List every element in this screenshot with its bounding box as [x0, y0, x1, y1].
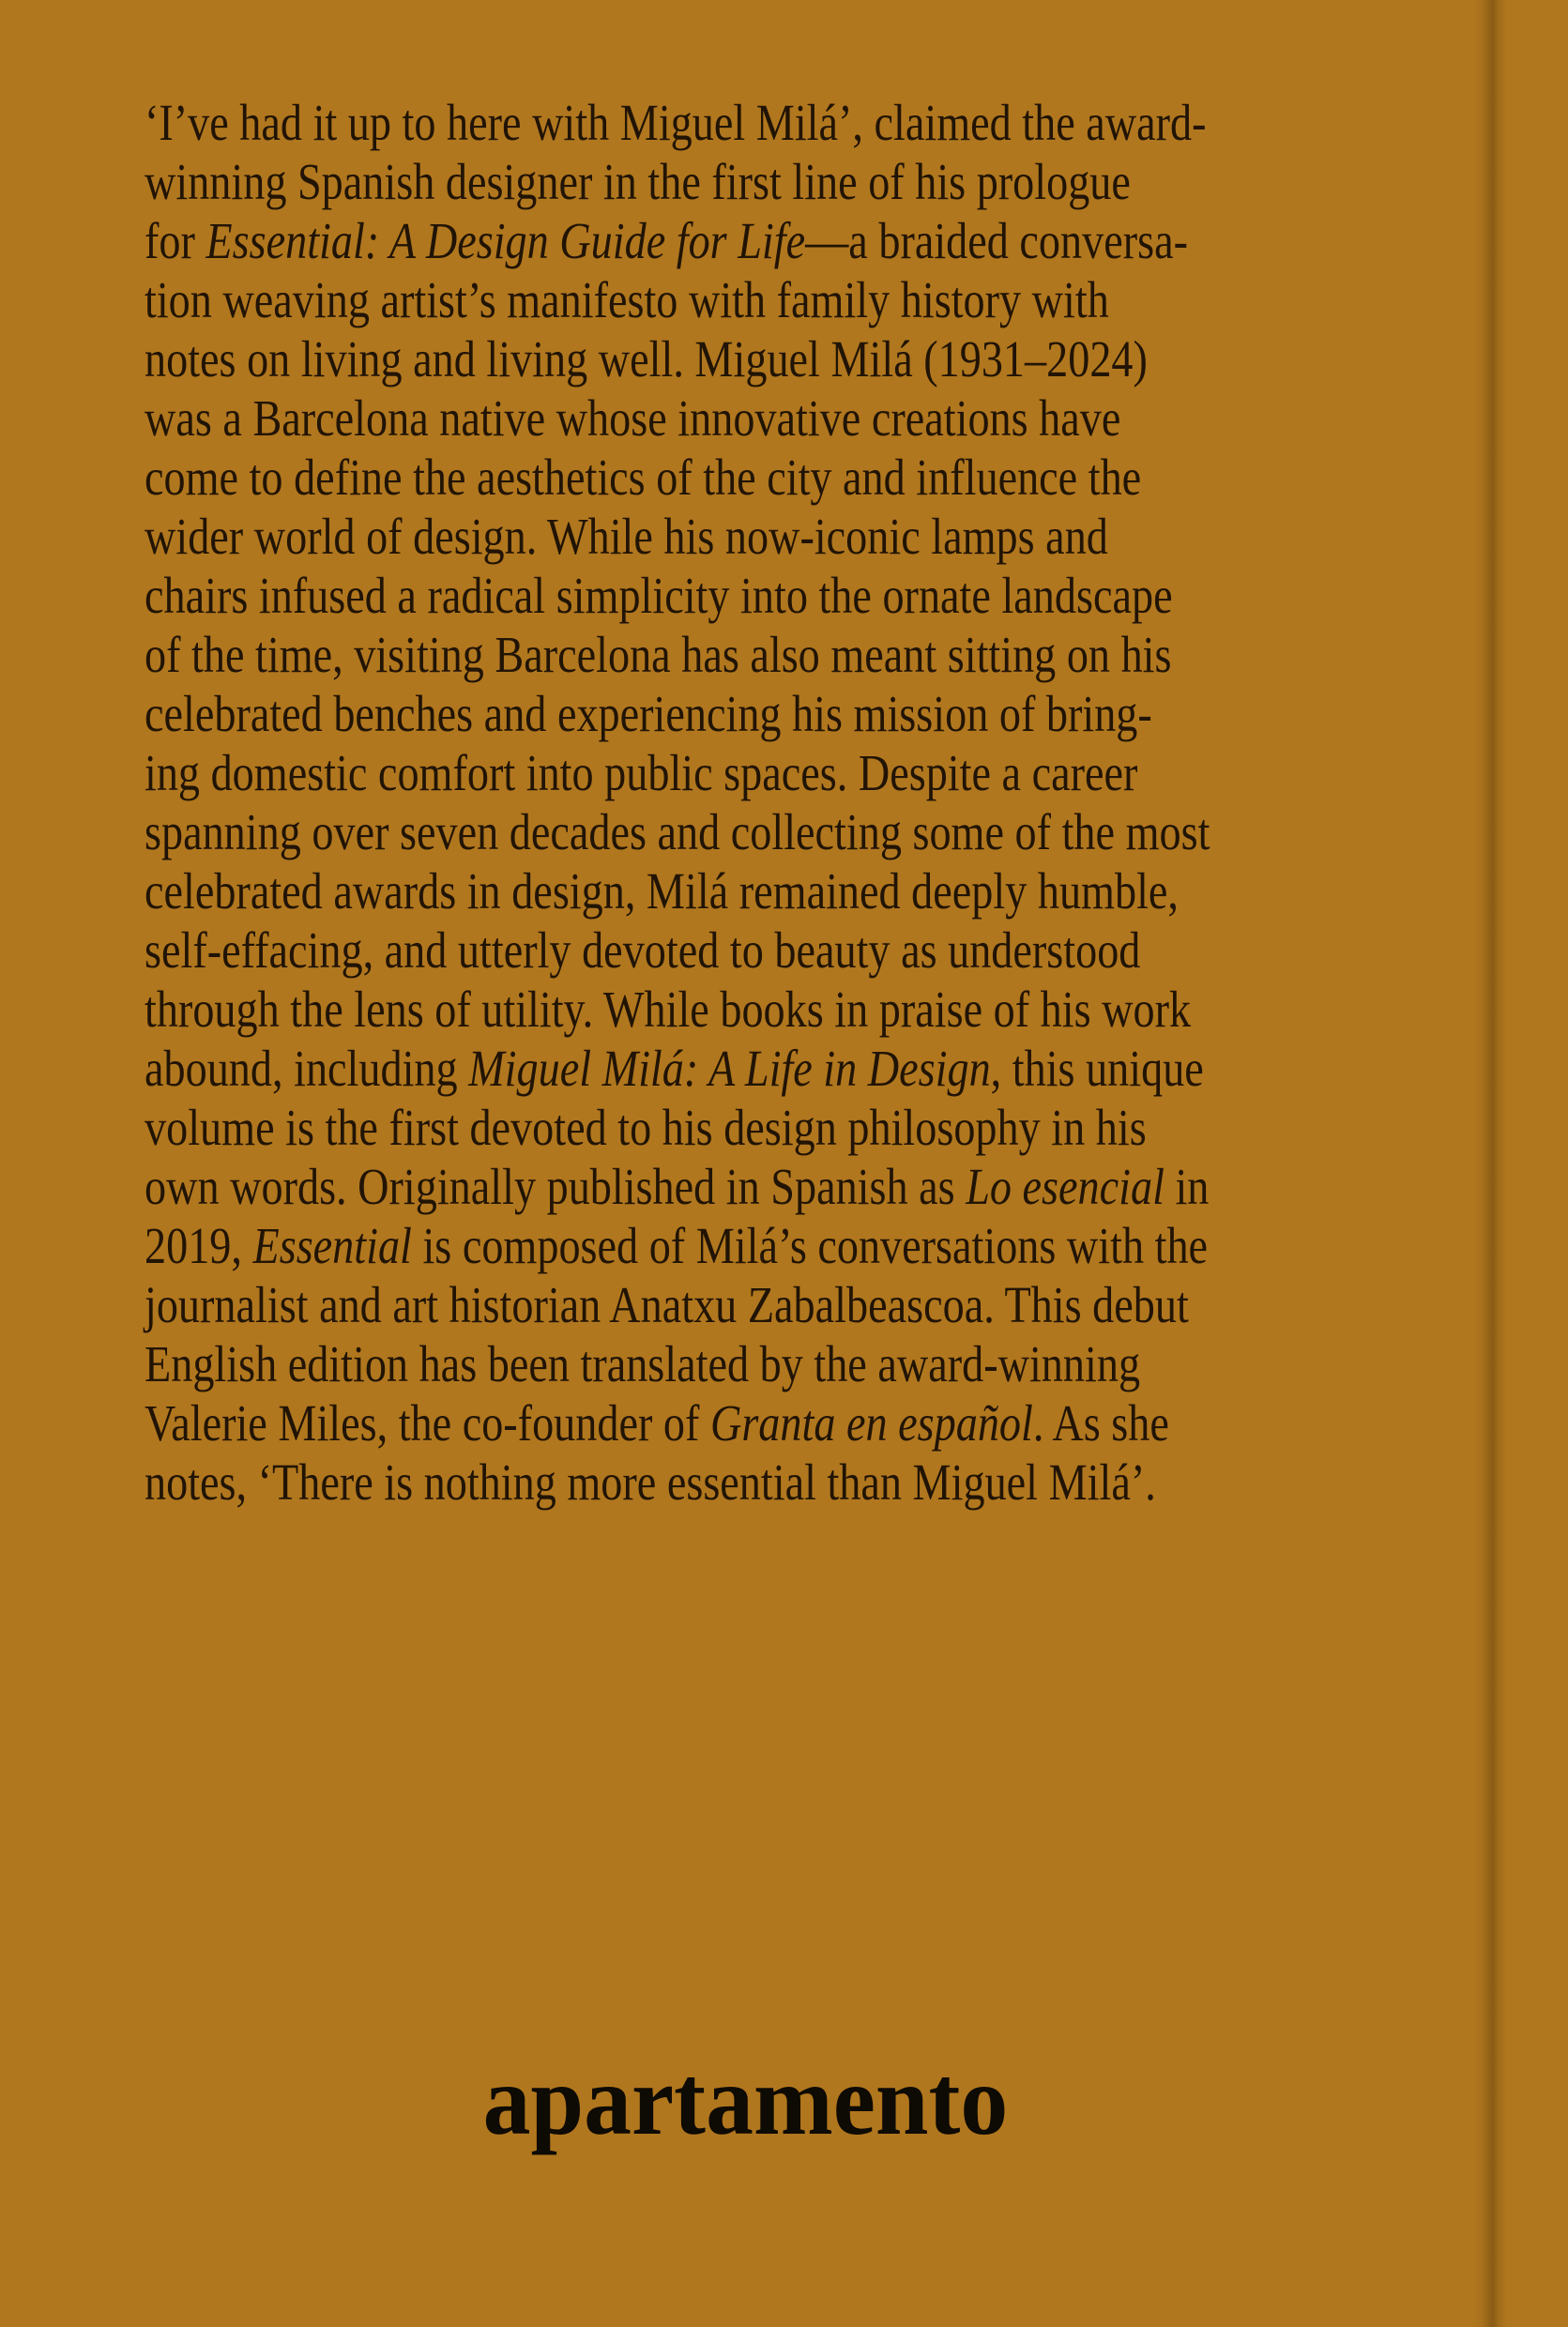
paragraph-text: winning Spanish designer in the first line of his prologue [145, 153, 1131, 210]
book-title-italic: Essential [252, 1217, 412, 1274]
paragraph-line [145, 802, 1210, 861]
publisher-logo [0, 2046, 1490, 2155]
book-title-italic: Granta en español [709, 1394, 1033, 1452]
paragraph-text: celebrated awards in design, Milá remained deeply humble, [145, 862, 1179, 920]
paragraph-line [145, 1452, 1210, 1512]
paragraph-line [145, 1334, 1210, 1393]
paragraph-line [145, 743, 1210, 802]
paragraph-line [145, 1393, 1210, 1452]
paragraph-text: own words. Originally published in Spanish as [145, 1158, 967, 1215]
paragraph-text: notes on living and living well. Miguel Milá (1931–2024) [145, 330, 1148, 388]
paragraph-line [145, 152, 1210, 211]
paragraph-line [145, 93, 1210, 152]
paragraph-text: . As she [1032, 1394, 1169, 1452]
paragraph-text: spanning over seven decades and collecting some of the most [145, 803, 1210, 860]
paragraph-text: notes, ‘There is nothing more essential than Miguel Milá’. [145, 1453, 1156, 1511]
paragraph-text: ing domestic comfort into public spaces. Despite a career [145, 744, 1138, 801]
paragraph-line [145, 980, 1210, 1039]
paragraph-text: ‘I’ve had it up to here with Miguel Milá’, claimed the award- [145, 94, 1207, 151]
paragraph-text: , this unique [990, 1040, 1204, 1097]
paragraph-text: in [1164, 1158, 1210, 1215]
paragraph-line [145, 1216, 1210, 1275]
paragraph-line [145, 329, 1210, 388]
paragraph-line [145, 448, 1210, 507]
spine-groove [1473, 0, 1507, 2327]
paragraph-line [145, 566, 1210, 625]
paragraph-line [145, 684, 1210, 743]
paragraph-line [145, 920, 1210, 980]
paragraph-line [145, 388, 1210, 448]
back-cover-blurb [145, 93, 1210, 1512]
paragraph-text: journalist and art historian Anatxu Zabalbeascoa. This debut [145, 1276, 1189, 1333]
paragraph-line [145, 1039, 1210, 1098]
publisher-logo-text: apartamento [482, 2046, 1008, 2155]
paragraph-text: of the time, visiting Barcelona has also meant sitting on his [145, 626, 1172, 683]
book-title-italic: Miguel Milá: A Life in Design [468, 1040, 991, 1097]
book-title-italic: Lo esencial [966, 1158, 1165, 1215]
paragraph-line [145, 625, 1210, 684]
book-title-italic: Essential: A Design Guide for Life [206, 212, 806, 269]
paragraph-text: come to define the aesthetics of the city and influence the [145, 449, 1142, 506]
paragraph-text: volume is the first devoted to his design philosophy in his [145, 1099, 1147, 1156]
paragraph-line [145, 507, 1210, 566]
paragraph-line [145, 270, 1210, 329]
paragraph-text: 2019, [145, 1217, 253, 1274]
paragraph-text: English edition has been translated by the award-winning [145, 1335, 1141, 1392]
paragraph-text: —a braided conversa- [805, 212, 1189, 269]
paragraph-text: through the lens of utility. While books in praise of his work [145, 981, 1192, 1038]
paragraph-line [145, 1157, 1210, 1216]
paragraph-line [145, 1275, 1210, 1334]
paragraph-line [145, 861, 1210, 920]
paragraph-line [145, 211, 1210, 270]
paragraph-text: chairs infused a radical simplicity into the ornate landscape [145, 567, 1173, 624]
paragraph-text: tion weaving artist’s manifesto with family history with [145, 271, 1109, 328]
paragraph-text: is composed of Milá’s conversations with the [411, 1217, 1209, 1274]
paragraph-text: abound, including [145, 1040, 469, 1097]
paragraph-text: wider world of design. While his now-iconic lamps and [145, 508, 1108, 565]
paragraph-line [145, 1098, 1210, 1157]
paragraph-text: celebrated benches and experiencing his mission of bring- [145, 685, 1152, 742]
paragraph-text: was a Barcelona native whose innovative creations have [145, 389, 1121, 447]
paragraph-text: Valerie Miles, the co-founder of [145, 1394, 710, 1452]
paragraph-text: self-effacing, and utterly devoted to beauty as understood [145, 921, 1141, 979]
paragraph-text: for [145, 212, 206, 269]
